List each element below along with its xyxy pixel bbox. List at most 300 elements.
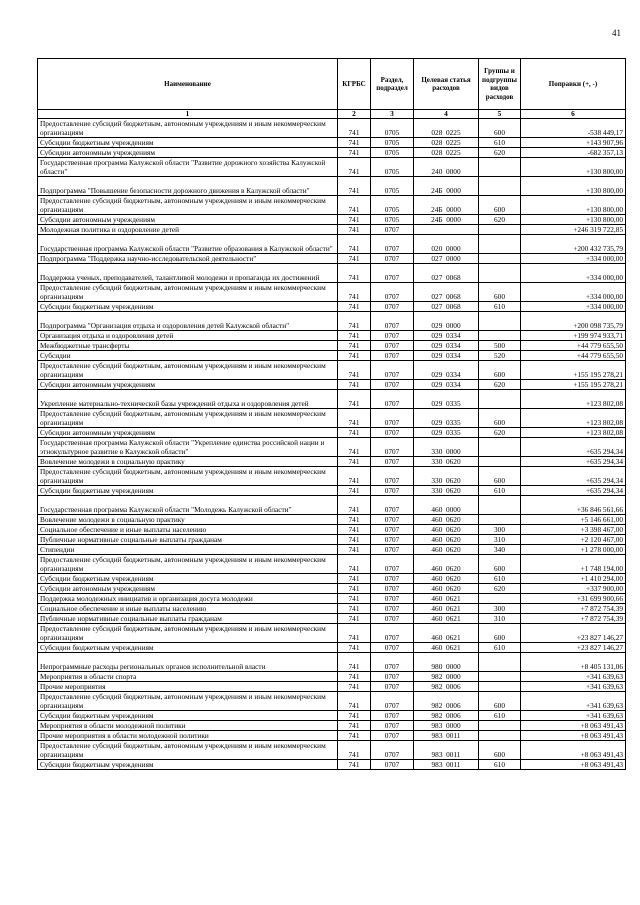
table-row — [38, 341, 626, 351]
row-name-cell: Субсидии автономным учреждениям — [38, 215, 338, 225]
row-name-cell: Субсидии автономным учреждениям — [38, 148, 338, 158]
row-target-cell: 982 0006 — [414, 711, 479, 721]
table-row — [38, 302, 626, 312]
row-section-cell: 0707 — [371, 496, 414, 515]
header-amount: Поправки (+, -) — [521, 59, 626, 110]
row-amount-cell: +2 120 467,00 — [521, 535, 626, 545]
row-name-cell: Прочие мероприятия — [38, 682, 338, 692]
row-target-cell: 027 0068 — [414, 264, 479, 283]
row-group-cell: 520 — [479, 351, 521, 361]
row-section-cell: 0707 — [371, 467, 414, 486]
row-amount-cell: -538 449,17 — [521, 119, 626, 138]
row-kgrbs-cell: 741 — [338, 731, 371, 741]
row-kgrbs-cell: 741 — [338, 496, 371, 515]
row-group-cell: 610 — [479, 711, 521, 721]
table-row — [38, 390, 626, 409]
row-section-cell: 0707 — [371, 535, 414, 545]
row-amount-cell: +199 974 933,71 — [521, 331, 626, 341]
row-name-cell: Субсидии бюджетным учреждениям — [38, 138, 338, 148]
row-name-cell: Поддержка молодежных инициатив и организация досуга молодежи — [38, 594, 338, 604]
row-name-cell: Субсидии автономным учреждениям — [38, 380, 338, 390]
row-amount-cell: +334 000,00 — [521, 254, 626, 264]
row-name-cell: Социальное обеспечение и иные выплаты населению — [38, 525, 338, 535]
table-row — [38, 148, 626, 158]
row-group-cell — [479, 390, 521, 409]
row-amount-cell: +200 098 735,79 — [521, 312, 626, 331]
table-row — [38, 119, 626, 138]
row-section-cell: 0707 — [371, 711, 414, 721]
table-row — [38, 225, 626, 235]
row-target-cell: 330 0620 — [414, 457, 479, 467]
row-amount-cell: +5 146 661,00 — [521, 515, 626, 525]
row-kgrbs-cell: 741 — [338, 119, 371, 138]
row-name-cell: Субсидии автономным учреждениям — [38, 428, 338, 438]
row-name-cell: Предоставление субсидий бюджетным, автономным учреждениям и иным некоммерческим организациям — [38, 624, 338, 643]
row-name-cell: Стипендии — [38, 545, 338, 555]
row-name-cell: Публичные нормативные социальные выплаты гражданам — [38, 614, 338, 624]
row-amount-cell: +155 195 278,21 — [521, 380, 626, 390]
row-section-cell: 0707 — [371, 312, 414, 331]
row-kgrbs-cell: 741 — [338, 264, 371, 283]
row-amount-cell: +1 748 194,00 — [521, 555, 626, 574]
row-group-cell — [479, 496, 521, 515]
table-row — [38, 409, 626, 428]
row-group-cell: 600 — [479, 624, 521, 643]
page-number: 41 — [612, 28, 621, 38]
row-target-cell: 983 0011 — [414, 760, 479, 770]
row-amount-cell: +7 872 754,39 — [521, 604, 626, 614]
table-row — [38, 361, 626, 380]
table-row — [38, 283, 626, 302]
row-section-cell: 0707 — [371, 692, 414, 711]
row-section-cell: 0707 — [371, 555, 414, 574]
row-kgrbs-cell: 741 — [338, 682, 371, 692]
row-section-cell: 0707 — [371, 682, 414, 692]
header-name: Наименование — [38, 59, 338, 110]
row-name-cell: Подпрограмма "Поддержка научно-исследовательской деятельности" — [38, 254, 338, 264]
row-group-cell — [479, 438, 521, 457]
row-name-cell: Предоставление субсидий бюджетным, автономным учреждениям и иным некоммерческим организациям — [38, 119, 338, 138]
column-number: 1 — [38, 110, 338, 119]
row-group-cell — [479, 731, 521, 741]
table-row — [38, 624, 626, 643]
row-target-cell: 028 0225 — [414, 148, 479, 158]
row-section-cell: 0707 — [371, 672, 414, 682]
row-name-cell: Подпрограмма "Повышение безопасности дорожного движения в Калужской области" — [38, 177, 338, 196]
table-row — [38, 574, 626, 584]
row-group-cell — [479, 721, 521, 731]
row-kgrbs-cell: 741 — [338, 302, 371, 312]
row-name-cell: Поддержка ученых, преподавателей, талантливой молодежи и пропаганда их достижений — [38, 264, 338, 283]
row-section-cell: 0707 — [371, 361, 414, 380]
row-group-cell: 340 — [479, 545, 521, 555]
row-target-cell: 460 0620 — [414, 574, 479, 584]
table-row — [38, 692, 626, 711]
row-group-cell: 620 — [479, 584, 521, 594]
row-kgrbs-cell: 741 — [338, 177, 371, 196]
row-target-cell: 460 0621 — [414, 614, 479, 624]
row-group-cell — [479, 158, 521, 177]
table-header-row — [38, 59, 626, 110]
row-section-cell: 0707 — [371, 741, 414, 760]
row-section-cell: 0707 — [371, 331, 414, 341]
row-kgrbs-cell: 741 — [338, 535, 371, 545]
row-kgrbs-cell: 741 — [338, 225, 371, 235]
row-kgrbs-cell: 741 — [338, 741, 371, 760]
row-section-cell: 0707 — [371, 283, 414, 302]
row-section-cell: 0707 — [371, 302, 414, 312]
header-kgrbs: КГРБС — [338, 59, 371, 110]
header-group: Группы и подгруппы видов расходов — [479, 59, 521, 110]
row-name-cell: Предоставление субсидий бюджетным, автономным учреждениям и иным некоммерческим организациям — [38, 555, 338, 574]
row-section-cell: 0707 — [371, 515, 414, 525]
row-amount-cell: +44 779 655,50 — [521, 351, 626, 361]
row-section-cell: 0705 — [371, 148, 414, 158]
table-row — [38, 711, 626, 721]
row-section-cell: 0707 — [371, 225, 414, 235]
row-kgrbs-cell: 741 — [338, 653, 371, 672]
table-row — [38, 351, 626, 361]
table-row — [38, 264, 626, 283]
row-amount-cell: +130 800,00 — [521, 177, 626, 196]
row-amount-cell: +341 639,63 — [521, 672, 626, 682]
row-section-cell: 0707 — [371, 486, 414, 496]
row-group-cell: 610 — [479, 486, 521, 496]
row-group-cell: 610 — [479, 138, 521, 148]
row-target-cell: 020 0000 — [414, 235, 479, 254]
row-amount-cell: +8 063 491,43 — [521, 741, 626, 760]
row-kgrbs-cell: 741 — [338, 486, 371, 496]
row-name-cell: Государственная программа Калужской области "Развитие образования в Калужской области" — [38, 235, 338, 254]
row-section-cell: 0707 — [371, 574, 414, 584]
table-row — [38, 196, 626, 215]
row-group-cell: 310 — [479, 535, 521, 545]
table-row — [38, 215, 626, 225]
row-name-cell: Субсидии бюджетным учреждениям — [38, 711, 338, 721]
row-group-cell — [479, 225, 521, 235]
row-name-cell: Субсидии — [38, 351, 338, 361]
row-section-cell: 0707 — [371, 594, 414, 604]
row-name-cell: Организация отдыха и оздоровления детей — [38, 331, 338, 341]
row-target-cell: 029 0335 — [414, 428, 479, 438]
row-section-cell: 0705 — [371, 158, 414, 177]
row-name-cell: Прочие мероприятия в области молодежной политики — [38, 731, 338, 741]
row-target-cell: 460 0620 — [414, 555, 479, 574]
row-amount-cell: +635 294,34 — [521, 486, 626, 496]
table-row — [38, 584, 626, 594]
table-row — [38, 721, 626, 731]
row-group-cell: 620 — [479, 215, 521, 225]
row-group-cell: 300 — [479, 525, 521, 535]
table-row — [38, 545, 626, 555]
row-target-cell: 460 0621 — [414, 594, 479, 604]
row-amount-cell: +341 639,63 — [521, 692, 626, 711]
header-target: Целевая статья расходов — [414, 59, 479, 110]
row-name-cell: Вовлечение молодежи в социальную практику — [38, 515, 338, 525]
row-target-cell: 983 0000 — [414, 721, 479, 731]
table-row — [38, 731, 626, 741]
row-group-cell: 600 — [479, 196, 521, 215]
row-name-cell: Предоставление субсидий бюджетным, автономным учреждениям и иным некоммерческим организациям — [38, 467, 338, 486]
row-name-cell: Субсидии автономным учреждениям — [38, 584, 338, 594]
row-section-cell: 0705 — [371, 177, 414, 196]
row-group-cell: 610 — [479, 574, 521, 584]
row-kgrbs-cell: 741 — [338, 235, 371, 254]
column-numbers-row — [38, 110, 626, 119]
row-name-cell: Государственная программа Калужской области "Молодежь Калужской области" — [38, 496, 338, 515]
row-kgrbs-cell: 741 — [338, 604, 371, 614]
row-target-cell: 983 0011 — [414, 731, 479, 741]
row-name-cell: Государственная программа Калужской области "Укрепление единства российской нации и этнокультурное развитие в Калужской области" — [38, 438, 338, 457]
row-section-cell: 0707 — [371, 545, 414, 555]
row-target-cell: 028 0225 — [414, 119, 479, 138]
row-group-cell: 600 — [479, 283, 521, 302]
row-group-cell — [479, 682, 521, 692]
row-group-cell: 610 — [479, 302, 521, 312]
header-section: Раздел, подраздел — [371, 59, 414, 110]
row-section-cell: 0707 — [371, 264, 414, 283]
row-group-cell — [479, 254, 521, 264]
row-section-cell: 0707 — [371, 614, 414, 624]
row-target-cell: 980 0000 — [414, 653, 479, 672]
row-target-cell: 460 0621 — [414, 643, 479, 653]
table-row — [38, 486, 626, 496]
table-row — [38, 254, 626, 264]
row-target-cell: 983 0011 — [414, 741, 479, 760]
row-target-cell: 240 0000 — [414, 158, 479, 177]
row-section-cell: 0707 — [371, 721, 414, 731]
row-kgrbs-cell: 741 — [338, 428, 371, 438]
table-row — [38, 535, 626, 545]
row-kgrbs-cell: 741 — [338, 331, 371, 341]
table-row — [38, 496, 626, 515]
row-name-cell: Подпрограмма "Организация отдыха и оздоровления детей Калужской области" — [38, 312, 338, 331]
row-group-cell — [479, 672, 521, 682]
row-amount-cell: +1 278 000,00 — [521, 545, 626, 555]
row-group-cell: 620 — [479, 148, 521, 158]
row-group-cell: 600 — [479, 409, 521, 428]
table-row — [38, 643, 626, 653]
row-group-cell — [479, 653, 521, 672]
row-group-cell — [479, 515, 521, 525]
row-kgrbs-cell: 741 — [338, 361, 371, 380]
row-section-cell: 0707 — [371, 235, 414, 254]
row-name-cell: Предоставление субсидий бюджетным, автономным учреждениям и иным некоммерческим организациям — [38, 283, 338, 302]
row-target-cell: 982 0000 — [414, 672, 479, 682]
row-kgrbs-cell: 741 — [338, 138, 371, 148]
row-amount-cell: +44 779 655,50 — [521, 341, 626, 351]
row-amount-cell: +8 063 491,43 — [521, 721, 626, 731]
row-target-cell: 330 0620 — [414, 467, 479, 486]
row-target-cell — [414, 225, 479, 235]
row-group-cell: 600 — [479, 692, 521, 711]
row-group-cell: 300 — [479, 604, 521, 614]
row-target-cell: 027 0068 — [414, 283, 479, 302]
row-amount-cell: +123 802,08 — [521, 409, 626, 428]
row-amount-cell: +3 398 467,00 — [521, 525, 626, 535]
column-number: 3 — [371, 110, 414, 119]
table-row — [38, 438, 626, 457]
row-section-cell: 0707 — [371, 438, 414, 457]
row-kgrbs-cell: 741 — [338, 467, 371, 486]
row-kgrbs-cell: 741 — [338, 158, 371, 177]
column-number: 6 — [521, 110, 626, 119]
row-kgrbs-cell: 741 — [338, 525, 371, 535]
row-name-cell: Предоставление субсидий бюджетным, автономным учреждениям и иным некоммерческим организациям — [38, 692, 338, 711]
row-section-cell: 0705 — [371, 138, 414, 148]
table-row — [38, 235, 626, 254]
row-target-cell: 460 0620 — [414, 584, 479, 594]
column-number: 4 — [414, 110, 479, 119]
row-target-cell: 460 0620 — [414, 515, 479, 525]
row-group-cell: 620 — [479, 428, 521, 438]
row-amount-cell: +23 827 146,27 — [521, 643, 626, 653]
row-amount-cell: +1 410 294,00 — [521, 574, 626, 584]
row-section-cell: 0707 — [371, 584, 414, 594]
row-amount-cell: +635 294,34 — [521, 457, 626, 467]
table-row — [38, 594, 626, 604]
row-amount-cell: +337 900,00 — [521, 584, 626, 594]
table-row — [38, 741, 626, 760]
row-target-cell: 029 0335 — [414, 390, 479, 409]
row-name-cell: Предоставление субсидий бюджетным, автономным учреждениям и иным некоммерческим организациям — [38, 741, 338, 760]
row-name-cell: Мероприятия в области спорта — [38, 672, 338, 682]
row-kgrbs-cell: 741 — [338, 515, 371, 525]
row-kgrbs-cell: 741 — [338, 341, 371, 351]
row-target-cell: 24Б 0000 — [414, 177, 479, 196]
row-section-cell: 0707 — [371, 351, 414, 361]
row-group-cell: 600 — [479, 119, 521, 138]
row-kgrbs-cell: 741 — [338, 555, 371, 574]
table-row — [38, 177, 626, 196]
row-name-cell: Субсидии бюджетным учреждениям — [38, 643, 338, 653]
row-section-cell: 0707 — [371, 341, 414, 351]
row-amount-cell: +130 800,00 — [521, 215, 626, 225]
row-group-cell: 600 — [479, 361, 521, 380]
row-amount-cell: +7 872 754,39 — [521, 614, 626, 624]
row-amount-cell: +635 294,34 — [521, 438, 626, 457]
row-section-cell: 0707 — [371, 731, 414, 741]
row-amount-cell: +341 639,63 — [521, 711, 626, 721]
row-name-cell: Предоставление субсидий бюджетным, автономным учреждениям и иным некоммерческим организациям — [38, 196, 338, 215]
row-name-cell: Субсидии бюджетным учреждениям — [38, 486, 338, 496]
row-group-cell: 310 — [479, 614, 521, 624]
row-section-cell: 0705 — [371, 119, 414, 138]
row-amount-cell: +8 063 491,43 — [521, 760, 626, 770]
row-target-cell: 982 0006 — [414, 692, 479, 711]
row-group-cell — [479, 331, 521, 341]
row-target-cell: 24Б 0000 — [414, 215, 479, 225]
row-kgrbs-cell: 741 — [338, 574, 371, 584]
row-group-cell — [479, 235, 521, 254]
table-row — [38, 515, 626, 525]
row-section-cell: 0705 — [371, 215, 414, 225]
row-group-cell — [479, 177, 521, 196]
row-target-cell: 029 0000 — [414, 312, 479, 331]
column-number: 5 — [479, 110, 521, 119]
row-kgrbs-cell: 741 — [338, 672, 371, 682]
row-section-cell: 0707 — [371, 380, 414, 390]
row-amount-cell: +341 639,63 — [521, 682, 626, 692]
row-target-cell: 029 0334 — [414, 380, 479, 390]
row-amount-cell: +246 319 722,85 — [521, 225, 626, 235]
row-kgrbs-cell: 741 — [338, 545, 371, 555]
row-group-cell — [479, 594, 521, 604]
row-section-cell: 0707 — [371, 254, 414, 264]
row-kgrbs-cell: 741 — [338, 351, 371, 361]
row-kgrbs-cell: 741 — [338, 584, 371, 594]
row-amount-cell: +200 432 735,79 — [521, 235, 626, 254]
row-name-cell: Государственная программа Калужской области "Развитие дорожного хозяйства Калужской области" — [38, 158, 338, 177]
row-group-cell: 610 — [479, 643, 521, 653]
row-target-cell: 028 0225 — [414, 138, 479, 148]
row-target-cell: 029 0335 — [414, 409, 479, 428]
table-row — [38, 312, 626, 331]
table-row — [38, 525, 626, 535]
row-group-cell: 620 — [479, 380, 521, 390]
table-row — [38, 672, 626, 682]
row-amount-cell: +36 846 561,66 — [521, 496, 626, 515]
row-name-cell: Предоставление субсидий бюджетным, автономным учреждениям и иным некоммерческим организациям — [38, 361, 338, 380]
row-name-cell: Непрограммные расходы региональных органов исполнительной власти — [38, 653, 338, 672]
row-section-cell: 0707 — [371, 409, 414, 428]
row-group-cell: 600 — [479, 741, 521, 760]
row-target-cell: 029 0334 — [414, 351, 479, 361]
table-row — [38, 614, 626, 624]
row-amount-cell: +8 063 491,43 — [521, 731, 626, 741]
row-kgrbs-cell: 741 — [338, 148, 371, 158]
row-kgrbs-cell: 741 — [338, 457, 371, 467]
row-kgrbs-cell: 741 — [338, 390, 371, 409]
row-group-cell: 600 — [479, 555, 521, 574]
row-section-cell: 0707 — [371, 525, 414, 535]
row-section-cell: 0707 — [371, 428, 414, 438]
row-target-cell: 460 0621 — [414, 604, 479, 614]
table-row — [38, 653, 626, 672]
row-section-cell: 0707 — [371, 390, 414, 409]
budget-amendments-table — [37, 58, 626, 770]
row-kgrbs-cell: 741 — [338, 312, 371, 331]
row-target-cell: 029 0334 — [414, 361, 479, 380]
row-amount-cell: +8 405 131,06 — [521, 653, 626, 672]
row-amount-cell: +130 800,00 — [521, 158, 626, 177]
row-target-cell: 460 0620 — [414, 545, 479, 555]
row-name-cell: Межбюджетные трансферты — [38, 341, 338, 351]
row-section-cell: 0707 — [371, 624, 414, 643]
table-row — [38, 158, 626, 177]
row-amount-cell: +130 800,00 — [521, 196, 626, 215]
row-name-cell: Укрепление материально-технической базы учреждений отдыха и оздоровления детей — [38, 390, 338, 409]
row-kgrbs-cell: 741 — [338, 624, 371, 643]
row-amount-cell: -682 357,13 — [521, 148, 626, 158]
row-name-cell: Предоставление субсидий бюджетным, автономным учреждениям и иным некоммерческим организациям — [38, 409, 338, 428]
table-row — [38, 457, 626, 467]
row-amount-cell: +334 000,00 — [521, 264, 626, 283]
row-amount-cell: +334 000,00 — [521, 302, 626, 312]
row-kgrbs-cell: 741 — [338, 215, 371, 225]
table-row — [38, 604, 626, 614]
row-target-cell: 330 0000 — [414, 438, 479, 457]
row-name-cell: Мероприятия в области молодежной политики — [38, 721, 338, 731]
row-section-cell: 0707 — [371, 604, 414, 614]
row-group-cell: 500 — [479, 341, 521, 351]
row-target-cell: 460 0620 — [414, 525, 479, 535]
row-name-cell: Субсидии бюджетным учреждениям — [38, 574, 338, 584]
row-kgrbs-cell: 741 — [338, 721, 371, 731]
row-target-cell: 330 0620 — [414, 486, 479, 496]
column-number: 2 — [338, 110, 371, 119]
row-group-cell — [479, 312, 521, 331]
